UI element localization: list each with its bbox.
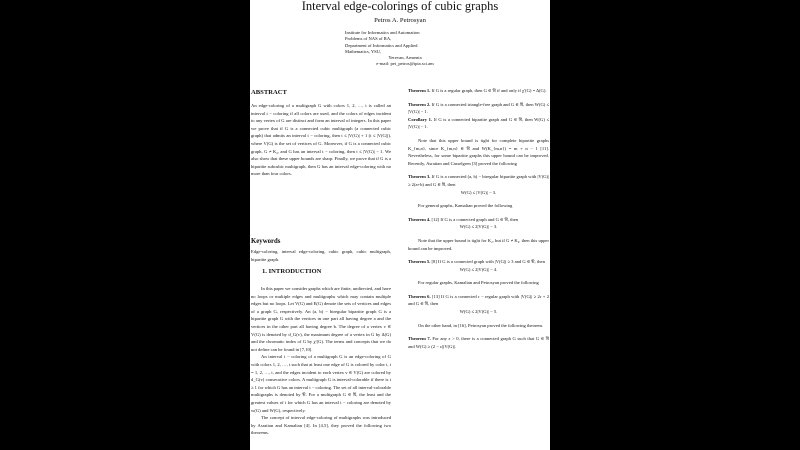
affiliation-line: Department of Informatics and Applied [345, 42, 418, 48]
theorem-text: [8] If G is a connected graph with |V(G)| ≥ 3 and G ∈ 𝔑, then [431, 259, 545, 265]
theorem-text: If G is a connected triangle-free graph and G ∈ 𝔑, then W(G) ≤ |V(G)| − 1. [408, 101, 549, 115]
affiliation-line: Mathematics, YSU, [345, 48, 382, 54]
intro-paragraph: In this paper we consider graphs which are finite, undirected, and have no loops or multiple edges and multigraphs which may contain multiple edges but no loops. Let V(G) and E(G) denote the sets of vertices and edges of a graph G, respectively. An (a, b) − biregular bipartite graph G is a bipartite graph G with the vertices in one part all having degree a and the vertices in the other part all having degree b. The degree of a vertex v ∈ V(G) is denoted by d_G(v), the maximum degree of a vertex in G by Δ(G) and the chromatic index of G by χ′(G). The terms and concepts that we do not define can be found in [7,10]. [251, 286, 391, 352]
theorem-text: For any ε > 0, there is a connected graph G such that G ∈ 𝔑 and W(G) ≥ (2 − ε)|V(G)|. [408, 336, 549, 349]
intro-paragraph: An interval t − coloring of a multigraph G is an edge-coloring of G with colors 1, 2, …, t such that at least one edge of G is colored by color i, i = 1, 2, …, t, and the edges incident to each vertex v ∈ V(G) are colored by d_G(v) consecutive colors. A multigraph G is interval-colorable if there is t ≥ 1 for which G has an interval t − coloring. The set of all interval-colorable multigraphs is denoted by 𝔑. For a multigraph G ∈ 𝔑, the least and the greatest values of t for which G has an interval t − coloring are denoted by w(G) and W(G), respectively. [251, 354, 391, 413]
theorem-label: Theorem 7. [408, 336, 431, 342]
theorem-label: Theorem 6. [408, 293, 431, 299]
keywords-text [251, 248, 391, 263]
theorem-2 [408, 101, 549, 116]
affiliation-line: Institute for Informatics and Automation [345, 30, 420, 35]
theorem-3 [408, 173, 549, 188]
corollary-text: If G is a connected bipartite graph and G ∈ 𝔑, then W(G) ≤ |V(G)| − 1. [408, 116, 549, 130]
theorem-5 [408, 258, 549, 266]
theorem-6 [408, 293, 549, 308]
paper-page [250, 0, 550, 450]
theorem-label: Theorem 2. [408, 101, 431, 107]
display-math: W(G) ≤ 2|V(G)| − 4. [459, 266, 498, 272]
display-math: W(G) ≤ 2|V(G)| − 3. [459, 224, 498, 230]
theorem-text: If G is a connected (a, b) − biregular bipartite graph with |V(G)| ≥ 2(a+b) and G ∈ 𝔑, then [408, 174, 550, 187]
author-affiliation [345, 30, 465, 68]
theorem-4 [408, 216, 549, 224]
abstract-text [251, 102, 391, 178]
introduction-heading: 1. INTRODUCTION [262, 268, 322, 275]
theorem-1 [408, 87, 549, 95]
affiliation-line: Yerevan, Armenia [388, 55, 422, 61]
display-math: W(G) ≤ |V(G)| − 3. [460, 189, 497, 195]
theorem-text: If G is a regular graph, then G ∈ 𝔑 if and only if χ′(G) = Δ(G). [431, 88, 547, 93]
body-paragraph: On the other hand, in [16], Petrosyan proved the following theorem. [418, 322, 544, 328]
theorem-text: [13] If G is a connected r − regular graph with |V(G)| ≥ 2r + 2 and G ∈ 𝔑, then [408, 293, 549, 307]
author-email: e-mail: pet_petros@ipia.sci.am [376, 61, 434, 67]
abstract-paragraph: An edge-coloring of a multigraph G with colors 1, 2, …, t is called an interval t − coloring if all colors are used, and the colors of edges incident to any vertex of G are distinct and form an interval of integers. In this paper we prove that if G is a connected cubic multigraph (a connected cubic graph) that admits an interval t − coloring, then t ≤ |V(G)| + 1 (t ≤ |V(G)|), where V(G) is the set of vertices of G. Moreover, if G is a connected cubic graph, G ≠ K₄, and G has an interval t − coloring, then t ≤ |V(G)| − 1. We also show that these upper bounds are sharp. Finally, we prove that if G is a bipartite subcubic multigraph, then G has an interval edge-coloring with no more than four colors. [251, 103, 391, 177]
corollary-1 [408, 116, 549, 131]
body-paragraph: For general graphs, Kamalian proved the following [418, 203, 513, 209]
theorem-label: Theorem 5. [408, 259, 431, 265]
keywords-heading: Keywords [251, 238, 281, 245]
body-paragraph: For regular graphs, Kamalian and Petrosyan proved the following [418, 280, 539, 286]
introduction-text [251, 285, 391, 437]
affiliation-line: Problems of NAS of RA, [345, 36, 392, 42]
paper-author: Petros A. Petrosyan [374, 17, 426, 24]
body-paragraph: Note that this upper bound is tight for complete bipartite graphs K_{m,n}, since K_{m,n} ∈ 𝔑 and W(K_{m,n}) = m + n − 1 [11]. Nevertheless, for some bipartite graphs this upper bound can be improved. Recently, Asratian and Casselgren [3] proved the following [408, 137, 549, 166]
right-column [408, 87, 549, 350]
theorem-text: [12] If G is a connected graph and G ∈ 𝔑, then [431, 216, 519, 222]
paper-title: Interval edge-colorings of cubic graphs [301, 0, 499, 13]
intro-paragraph: The concept of interval edge-coloring of multigraphs was introduced by Asratian and Kamalian [4]. In [4,5], they proved the following two theorems. [251, 415, 391, 436]
theorem-label: Theorem 1. [408, 88, 431, 93]
abstract-heading: ABSTRACT [251, 89, 287, 96]
theorem-7 [408, 335, 549, 350]
body-paragraph: Note that the upper bound is tight for K₂, but if G ≠ K₂, then this upper bound can be improved. [408, 237, 549, 251]
display-math: W(G) ≤ 2|V(G)| − 5. [459, 309, 498, 315]
keywords-paragraph: Edge-coloring, interval edge-coloring, cubic graph, cubic multigraph, bipartite graph. [251, 249, 391, 262]
corollary-label: Corollary 1. [408, 116, 433, 122]
theorem-label: Theorem 3. [408, 174, 431, 180]
theorem-label: Theorem 4. [408, 216, 431, 222]
